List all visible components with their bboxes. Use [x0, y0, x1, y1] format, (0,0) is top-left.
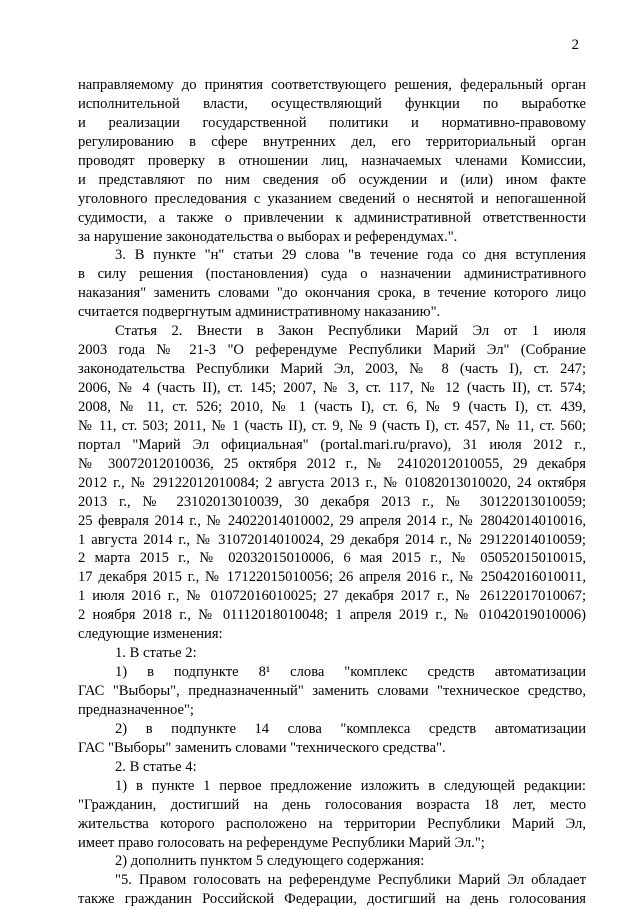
text-line: предназначенное"; [78, 701, 194, 718]
text-line: 2008, № 11, ст. 526; 2010, № 1 (часть I), ст. 6, № 9 (часть I), ст. 439, [78, 398, 586, 415]
text-line: 3. В пункте "н" статьи 29 слова "в течение года со дня вступления [115, 247, 586, 264]
text-line: 2 ноября 2018 г., № 01112018010048; 1 апреля 2019 г., № 01042019010006) [78, 607, 586, 624]
text-line: за нарушение законодательства о выборах и референдумах.". [78, 228, 458, 245]
text-line: имеет право голосовать на референдуме Республики Марий Эл."; [78, 834, 485, 851]
article-heading-line: Статья 2. Внести в Закон Республики Марий Эл от 1 июля [115, 323, 586, 340]
text-line: "5. Правом голосовать на референдуме Республики Марий Эл обладает [115, 872, 586, 889]
text-line: 1 августа 2014 г., № 31072014010024, 29 декабря 2014 г., № 29122014010059; [78, 531, 586, 548]
text-line: 2 марта 2015 г., № 02032015010006, 6 мая 2015 г., № 05052015010015, [78, 550, 586, 567]
text-line: жительства которого расположено на территории Республики Марий Эл, [78, 815, 586, 832]
document-body [78, 76, 586, 909]
text-line: проводят проверку в отношении лиц, назначаемых членами Комиссии, [78, 152, 586, 169]
text-line: 2) в подпункте 14 слова "комплекса средств автоматизации [115, 720, 586, 737]
text-line: портал "Марий Эл официальная" (portal.mari.ru/pravo), 31 июля 2012 г., [78, 436, 586, 453]
text-line: судимости, а также о привлечении к административной ответственности [78, 209, 586, 226]
text-line: 1) в пункте 1 первое предложение изложить в следующей редакции: [115, 777, 586, 794]
text-line: 2) дополнить пунктом 5 следующего содержания: [115, 853, 425, 870]
text-line: ГАС "Выборы", предназначенный" заменить словами "техническое средство, [78, 683, 586, 699]
text-line: 2013 г., № 23102013010039, 30 декабря 2013 г., № 30122013010059; [78, 493, 586, 510]
text-line: № 11, ст. 503; 2011, № 1 (часть II), ст. 9, № 9 (часть I), ст. 457, № 11, ст. 560; [78, 417, 586, 434]
text-line: 2012 г., № 29122012010084; 2 августа 2013 г., № 01082013010020, 24 октября [78, 474, 586, 491]
text-line: также гражданин Российской Федерации, достигший на день голосования [78, 891, 586, 908]
text-line: 25 февраля 2014 г., № 24022014010002, 29 апреля 2014 г., № 28042014010016, [78, 512, 586, 529]
text-line: исполнительной власти, осуществляющий функции по выработке [78, 95, 586, 112]
text-line: № 30072012010036, 25 октября 2012 г., № 24102012010055, 29 декабря [78, 455, 586, 472]
text-line: регулированию в сфере внутренних дел, его территориальный орган [78, 133, 586, 150]
text-line: 2. В статье 4: [115, 758, 197, 775]
text-line: 17 декабря 2015 г., № 17122015010056; 26 апреля 2016 г., № 25042016010011, [78, 569, 586, 586]
text-line: 1. В статье 2: [115, 645, 197, 662]
text-line: 1 июля 2016 г., № 01072016010025; 27 декабря 2017 г., № 26122017010067; [78, 588, 586, 605]
text-line: ГАС "Выборы" заменить словами "технического средства". [78, 739, 446, 756]
text-line: считается подвергнутым административному наказанию". [78, 304, 441, 321]
page-number: 2 [571, 37, 579, 53]
text-line: в силу решения (постановления) суда о назначении административного [78, 266, 586, 283]
text-line: 2003 года № 21-З "О референдуме Республики Марий Эл" (Собрание [78, 342, 586, 359]
text-line: уголовного преследования с указанием сведений о неснятой и непогашенной [78, 190, 586, 207]
text-line: наказания" заменить словами "до окончания срока, в течение которого лицо [78, 285, 586, 302]
text-line: 1) в подпункте 8¹ слова "комплекс средств автоматизации [115, 664, 586, 681]
text-line: 2006, № 4 (часть II), ст. 145; 2007, № 3, ст. 117, № 12 (часть II), ст. 574; [78, 380, 586, 396]
text-line: и представляют по ним сведения об осуждении и (или) ином факте [78, 171, 586, 188]
text-line: направляемому до принятия соответствующего решения, федеральный орган [78, 77, 586, 93]
text-line: "Гражданин, достигший на день голосования возраста 18 лет, место [78, 796, 586, 813]
text-line: законодательства Республики Марий Эл, 2003, № 8 (часть I), ст. 247; [78, 361, 586, 378]
text-line: и реализации государственной политики и нормативно-правовому [78, 114, 586, 131]
text-line: следующие изменения: [78, 626, 223, 643]
